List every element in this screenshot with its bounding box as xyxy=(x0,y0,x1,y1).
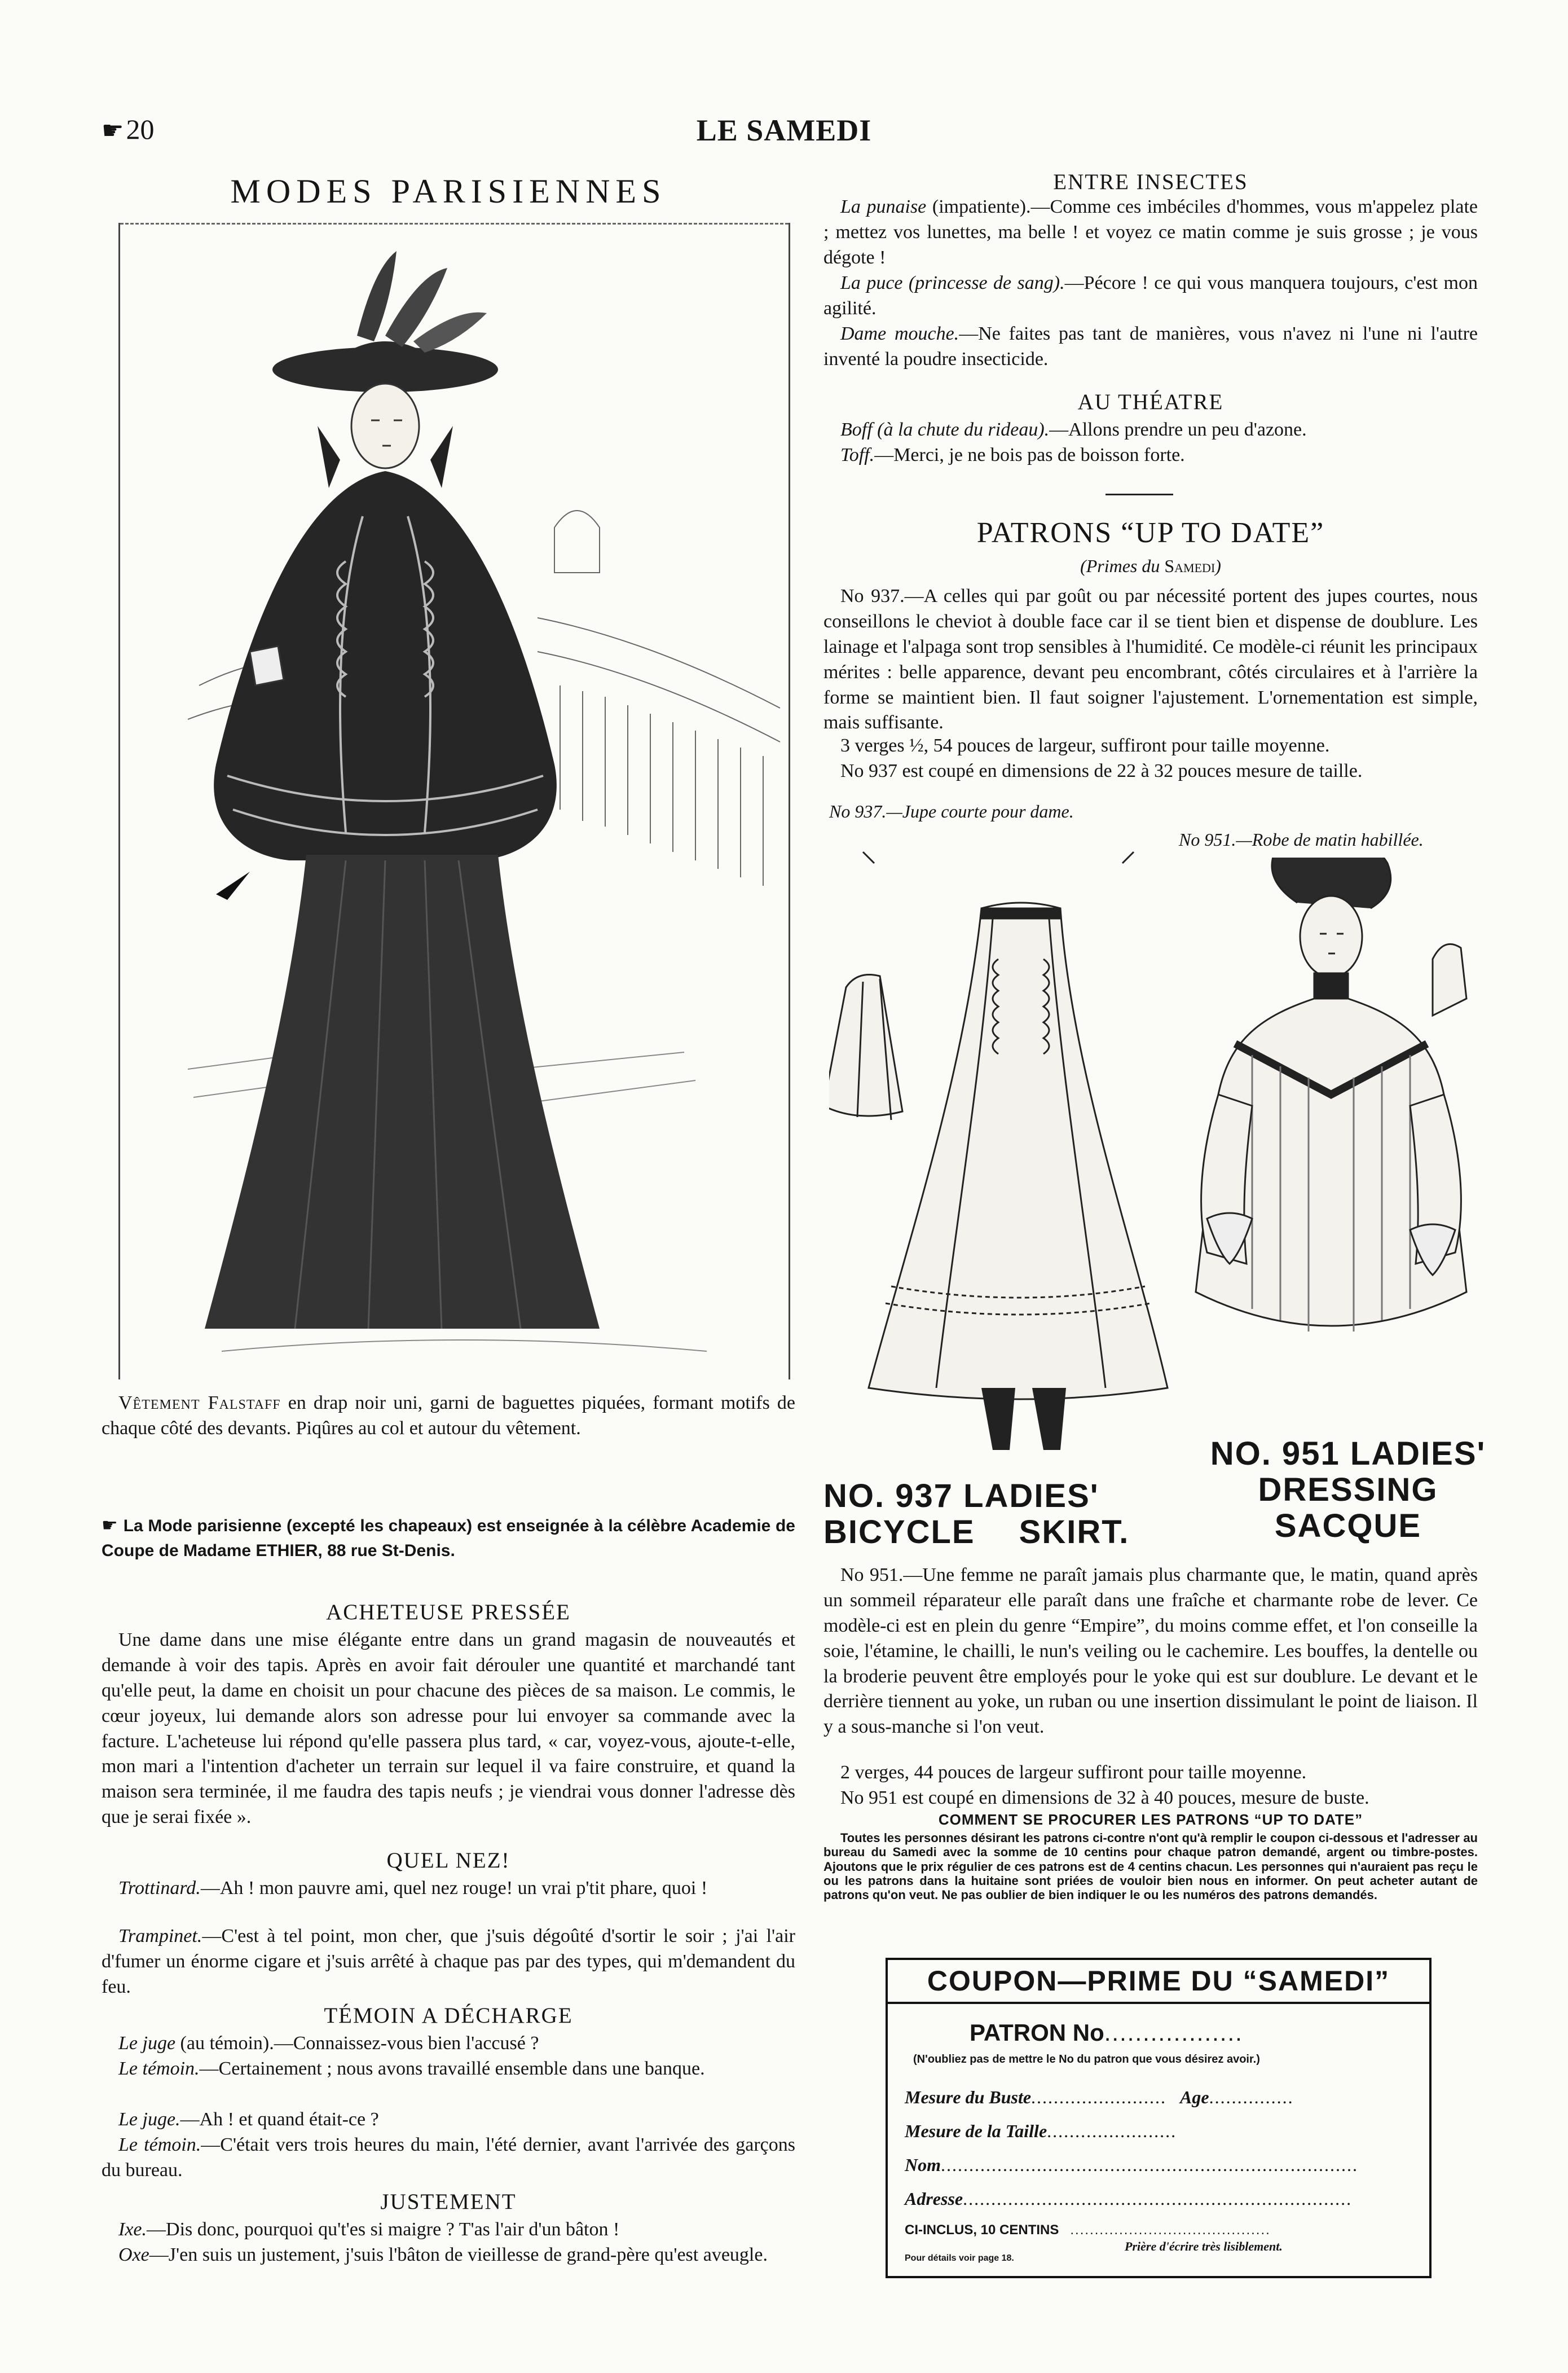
patron-field[interactable] xyxy=(970,2019,1412,2046)
pattern-937-sizes: No 937 est coupé en dimensions de 22 à 32 pouces mesure de taille. xyxy=(840,761,1363,781)
fashion-figure-frame xyxy=(118,223,790,1379)
academy-notice xyxy=(102,1512,795,1563)
figure-951-caption: No 951.—Robe de matin habillée. xyxy=(1179,829,1424,850)
pattern-951-description: No 951.—Une femme ne paraît jamais plus charmante que, le matin, quand après un sommeil réparateur elle paraît dans une fraîche et charmante robe de lever. Ce modèle-ci est en plein du genre “Empire”, du moins comme effet, et l'on conseille la soie, l'étamine, le chailli, le nun's veiling ou le cachemire. Les bouffes, la dentelle ou la broderie peuvent être employés pour le yoke qui est sur doublure. Le devant et le derrière tiennent au yoke, un ruban ou une insertion dissimulant le point de liaison. Il y a sous-manche si l'on veut. xyxy=(823,1565,1478,1738)
pointing-hand-icon: ☛ xyxy=(102,1515,118,1535)
temoin-line-2 xyxy=(102,2056,795,2082)
insectes-line-3 xyxy=(823,322,1478,372)
bicycle-skirt-illustration xyxy=(829,846,1179,1456)
speaker: Trottinard. xyxy=(118,1878,201,1899)
acheteuse-body: Une dame dans une mise élégante entre dans un grand magasin de nouveautés et demande à voir des tapis. Après en avoir fait dérouler une quantité et marchandé tant qu'elle peut, la dame en choisit un pour chacune des pièces de sa maison. Le commis, le cœur joyeux, lui demande alors son adresse pour lui envoyer sa commande avec la facture. L'acheteuse lui répond qu'elle passera plus tard, « car, voyez-vous, ajoute-t-elle, mon mari a l'intention d'acheter un terrain sur lequel il va faire construire, et quand la maison sera terminée, il me faudra des tapis neufs ; je viendrai vous donner l'adresse dès que je serai fixée ». xyxy=(102,1629,795,1828)
justement-title: JUSTEMENT xyxy=(380,2190,517,2214)
coupon-form xyxy=(886,1958,1432,2278)
pattern-951-label xyxy=(1210,1436,1486,1544)
line-text: —Pécore ! ce qui vous manquera toujours, c'est mon agilité. xyxy=(823,273,1478,319)
line-text: —Certainement ; nous avons travaillé ensemble dans une banque. xyxy=(199,2058,705,2079)
patrons-title: PATRONS “UP TO DATE” xyxy=(976,517,1325,549)
priere-note: Prière d'écrire très lisiblement. xyxy=(1125,2239,1283,2253)
theatre-title: AU THÉATRE xyxy=(1077,390,1224,414)
insectes-line-2 xyxy=(823,271,1478,322)
speaker: Le témoin. xyxy=(118,2058,200,2079)
adresse-blank: ..................................................................... xyxy=(963,2189,1353,2209)
inclus-blank: ......................................... xyxy=(1070,2222,1271,2238)
comment-title: COMMENT SE PROCURER LES PATRONS “UP TO DATE” xyxy=(938,1811,1363,1828)
speaker: Boff (à la chute du rideau). xyxy=(840,419,1050,440)
patron-blank: .................. xyxy=(1104,2019,1243,2046)
speaker: Dame mouche. xyxy=(840,323,959,344)
theatre-line-2 xyxy=(823,443,1478,468)
temoin-title: TÉMOIN A DÉCHARGE xyxy=(324,2003,573,2028)
buste-field[interactable] xyxy=(905,2087,1412,2108)
speaker: Toff. xyxy=(840,445,875,465)
patron-label: PATRON No xyxy=(970,2019,1104,2046)
temoin-line-1 xyxy=(102,2031,795,2056)
age-label: Age xyxy=(1180,2087,1209,2107)
quel-nez-title: QUEL NEZ! xyxy=(386,1848,510,1873)
line-text: —Dis donc, pourquoi qu't'es si maigre ? T'as l'air d'un bâton ! xyxy=(147,2219,620,2240)
label-line: DRESSING SACQUE xyxy=(1258,1471,1438,1544)
nom-field[interactable] xyxy=(905,2155,1412,2176)
details-note: Pour détails voir page 18. xyxy=(905,2253,1014,2263)
acheteuse-title: ACHETEUSE PRESSÉE xyxy=(326,1600,571,1624)
theatre-line-1 xyxy=(823,418,1478,443)
caption-description: en drap noir uni, garni de baguettes piquées, formant motifs de chaque côté des devants. Piqûres au col et autour du vêtement. xyxy=(102,1392,795,1439)
skirt xyxy=(205,855,600,1329)
inclus-line xyxy=(905,2222,1412,2238)
buste-blank: ........................ xyxy=(1031,2087,1167,2107)
coupon-title: COUPON—PRIME DU “SAMEDI” xyxy=(888,1965,1429,2004)
hand xyxy=(250,646,284,685)
line-text: —Ah ! mon pauvre ami, quel nez rouge! un vrai p'tit phare, quoi ! xyxy=(200,1878,708,1899)
coupon-note: (N'oubliez pas de mettre le No du patron que vous désirez avoir.) xyxy=(913,2053,1260,2066)
line-text: —J'en suis un justement, j'suis l'bâton de vieillesse de grand-père qu'est aveugle. xyxy=(149,2244,768,2265)
nom-blank: .......................................................................... xyxy=(941,2155,1358,2175)
face xyxy=(351,384,419,468)
speaker: La punaise xyxy=(840,196,927,217)
adresse-field[interactable] xyxy=(905,2189,1412,2209)
speaker: Le témoin. xyxy=(118,2134,201,2155)
hat xyxy=(272,251,498,392)
speaker: La puce (princesse de sang). xyxy=(840,273,1065,293)
inclus-label: CI-INCLUS, 10 CENTINS xyxy=(905,2222,1059,2238)
comment-body: Toutes les personnes désirant les patrons ci-contre n'ont qu'à remplir le coupon ci-dessous et l'adresser au bureau du Samedi avec la somme de 10 centins pour chaque patron demandé, argent ou timbre-postes. Ajoutons que le prix régulier de ces patrons est de 4 centins chacun. Les personnes qui n'auraient pas reçu le ou les patrons dans la huitaine sont priées de vouloir bien nous en informer. On peut acheter autant de patrons qu'on veut. Ne pas oublier de bien indiquer le ou les numéros des patrons demandés. xyxy=(823,1831,1478,1902)
quel-nez-line-1 xyxy=(102,1876,795,1901)
pattern-937-label xyxy=(823,1478,1168,1550)
insectes-line-1 xyxy=(823,195,1478,271)
notice-text: La Mode parisienne (excepté les chapeaux) est enseignée à la célèbre Academie de Coupe de Madame ETHIER, 88 rue St-Denis. xyxy=(102,1517,795,1560)
pattern-937-description: No 937.—A celles qui par goût ou par nécessité portent des jupes courtes, nous conseillons le cheviot à double face car il se tient bien et dispense de doublure. Les lainage et l'alpaga sont trop sensibles à l'humidité. Ce modèle-ci réunit les principaux mérites : belle apparence, devant peu encombrant, côtés circulaires et à l'arrière la forme se maintient bien. Il faut soigner l'ajustement. L'ornementation est simple, mais suffisante. xyxy=(823,586,1478,733)
pattern-937-quantity: 3 verges ½, 54 pouces de largeur, suffiront pour taille moyenne. xyxy=(840,735,1330,756)
section-divider xyxy=(1105,494,1173,495)
speaker: Le juge xyxy=(118,2033,176,2054)
line-text: —Allons prendre un peu d'azone. xyxy=(1049,419,1307,440)
temoin-line-3 xyxy=(102,2107,795,2133)
adresse-label: Adresse xyxy=(905,2189,963,2209)
subtitle-part: (Primes du xyxy=(1080,556,1165,576)
pattern-951-quantity: 2 verges, 44 pouces de largeur suffiront pour taille moyenne. xyxy=(840,1762,1307,1783)
page-number-text: 20 xyxy=(126,113,155,145)
falstaff-garment-illustration xyxy=(120,223,789,1379)
figure-caption xyxy=(102,1391,795,1442)
taille-label: Mesure de la Taille xyxy=(905,2121,1047,2141)
subtitle-part: Samedi xyxy=(1164,556,1215,576)
line-text: —Merci, je ne bois pas de boisson forte. xyxy=(874,445,1185,465)
speaker: Le juge. xyxy=(118,2109,180,2130)
line-text: —C'était vers trois heures du main, l'été dernier, avant l'arrivée des garçons du bureau. xyxy=(102,2134,795,2181)
taille-field[interactable] xyxy=(905,2121,1412,2142)
line-text: (impatiente).—Comme ces imbéciles d'hommes, vous m'appelez plate ; mettez vos lunettes, ma belle ! et voyez ce matin comme je suis grosse ; je vous dégote ! xyxy=(823,196,1478,268)
caption-garment-name: Vêtement Falstaff xyxy=(118,1392,281,1413)
line-text: —Ah ! et quand était-ce ? xyxy=(180,2109,379,2130)
subtitle-part: ) xyxy=(1215,556,1221,576)
umbrella xyxy=(216,872,250,900)
patrons-subtitle xyxy=(823,556,1478,577)
speaker: Oxe xyxy=(118,2244,149,2265)
label-line: NO. 937 LADIES' xyxy=(823,1478,1099,1514)
label-line: NO. 951 LADIES' xyxy=(1210,1435,1486,1472)
line-text: —Ne faites pas tant de manières, vous n'avez ni l'une ni l'autre inventé la poudre insecticide. xyxy=(823,323,1478,370)
taille-blank: ....................... xyxy=(1047,2121,1177,2141)
line-text: —C'est à tel point, mon cher, que j'suis dégoûté d'sortir le soir ; j'ai l'air d'fumer un énorme cigare et j'suis arrêté à chaque pas par des types, qui m'demandent du feu. xyxy=(102,1926,795,1997)
quel-nez-line-2 xyxy=(102,1924,795,2000)
age-blank: ............... xyxy=(1209,2087,1294,2107)
masthead: LE SAMEDI xyxy=(696,113,872,147)
modes-title: MODES PARISIENNES xyxy=(230,173,667,210)
pattern-951-sizes: No 951 est coupé en dimensions de 32 à 40 pouces, mesure de buste. xyxy=(840,1787,1369,1808)
buste-label: Mesure du Buste xyxy=(905,2087,1032,2107)
speaker: Trampinet. xyxy=(118,1926,202,1946)
pointing-hand-icon: ☛ xyxy=(102,117,124,144)
justement-line-1 xyxy=(102,2217,795,2243)
line-text: (au témoin).—Connaissez-vous bien l'accusé ? xyxy=(175,2033,539,2054)
dressing-sacque-illustration xyxy=(1184,858,1478,1450)
label-line: BICYCLE SKIRT. xyxy=(823,1513,1130,1550)
temoin-line-4 xyxy=(102,2133,795,2183)
justement-line-2 xyxy=(102,2243,795,2268)
figure-937-caption: No 937.—Jupe courte pour dame. xyxy=(829,801,1074,821)
speaker: Ixe. xyxy=(118,2219,147,2240)
insectes-title: ENTRE INSECTES xyxy=(1053,170,1248,194)
nom-label: Nom xyxy=(905,2155,941,2175)
